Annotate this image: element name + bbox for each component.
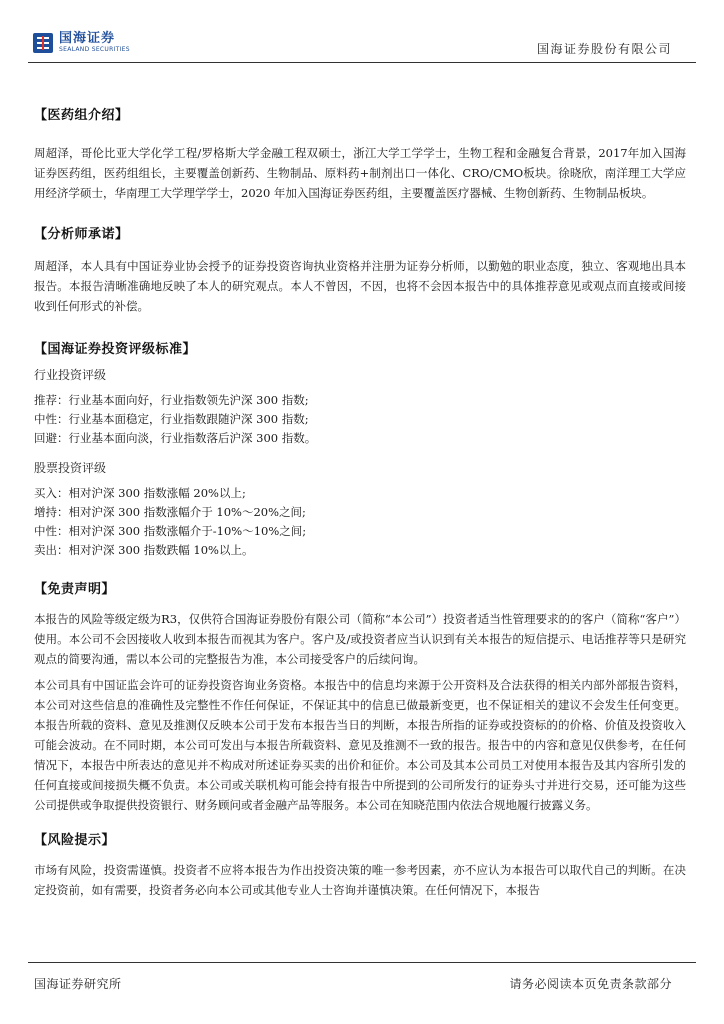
industry-rating-item: 回避：行业基本面向淡，行业指数落后沪深 300 指数。 (34, 431, 317, 445)
section-title-team: 【医药组介绍】 (34, 108, 129, 123)
stock-rating-title: 股票投资评级 (34, 461, 107, 475)
footer-institute: 国海证券研究所 (34, 977, 122, 991)
logo-english-name: SEALAND SECURITIES (59, 46, 130, 53)
stock-rating-item: 增持：相对沪深 300 指数涨幅介于 10%～20%之间; (34, 505, 306, 519)
industry-rating-item: 推荐：行业基本面向好，行业指数领先沪深 300 指数; (34, 393, 309, 407)
section-disclaimer (34, 578, 686, 815)
sealand-logo-icon (32, 32, 54, 54)
stock-rating-item: 卖出：相对沪深 300 指数跌幅 10%以上。 (34, 543, 254, 557)
section-title-commitment: 【分析师承诺】 (34, 227, 129, 242)
stock-rating-item: 买入：相对沪深 300 指数涨幅 20%以上; (34, 486, 246, 500)
report-body (34, 104, 686, 900)
section-title-risk: 【风险提示】 (34, 833, 116, 848)
page-header (0, 0, 724, 64)
industry-rating-title: 行业投资评级 (34, 368, 107, 382)
logo-chinese-name: 国海证券 (59, 31, 116, 46)
company-logo (32, 32, 130, 54)
disclaimer-paragraph: 本公司具有中国证监会许可的证券投资咨询业务资格。本报告中的信息均来源于公开资料及合法获得的相关内部外部报告资料，本公司对这些信息的准确性及完整性不作任何保证，不保证其中的信息已做最新变更，也不保证相关的建议不会发生任何变更。本报告所载的资料、意见及推测仅反映本公司于发布本报告当日的判断，本报告所指的证券或投资标的的价格、价值及投资收入可能会波动。在不同时期，本公司可发出与本报告所载资料、意见及推测不一致的报告。报告中的内容和意见仅供参考，在任何情况下，本报告中所表达的意见并不构成对所述证券买卖的出价和征价。本公司及其本公司员工对使用本报告及其内容所引发的任何直接或间接损失概不负责。本公司或关联机构可能会持有报告中所提到的公司所发行的证券头寸并进行交易，还可能为这些公司提供或争取提供投资银行、财务顾问或者金融产品等服务。本公司在知晓范围内依法合规地履行披露义务。 (34, 678, 686, 812)
header-divider (28, 62, 696, 63)
section-risk (34, 829, 686, 900)
section-title-rating: 【国海证券投资评级标准】 (34, 342, 197, 357)
company-name: 国海证券股份有限公司 (536, 42, 672, 56)
stock-rating-item: 中性：相对沪深 300 指数涨幅介于-10%～10%之间; (34, 524, 307, 538)
industry-rating-item: 中性：行业基本面稳定，行业指数跟随沪深 300 指数; (34, 412, 309, 426)
disclaimer-paragraph: 本报告的风险等级定级为R3，仅供符合国海证券股份有限公司（简称“本公司”）投资者适当性管理要求的的客户（简称“客户”）使用。本公司不会因接收人收到本报告而视其为客户。客户及/或投资者应当认识到有关本报告的短信提示、电话推荐等只是研究观点的简要沟通，需以本公司的完整报告为准，本公司接受客户的后续问询。 (34, 612, 686, 666)
footer-disclaimer-note: 请务必阅读本页免责条款部分 (509, 977, 672, 991)
risk-paragraph: 市场有风险，投资需谨慎。投资者不应将本报告为作出投资决策的唯一参考因素，亦不应认为本报告可以取代自己的判断。在决定投资前，如有需要，投资者务必向本公司或其他专业人士咨询并谨慎决策。在任何情况下，本报告 (34, 863, 686, 897)
section-team (34, 104, 686, 203)
footer-divider (28, 962, 696, 963)
commitment-paragraph: 周超泽，本人具有中国证券业协会授予的证券投资咨询执业资格并注册为证券分析师，以勤勉的职业态度，独立、客观地出具本报告。本报告清晰准确地反映了本人的研究观点。本人不曾因，不因，也将不会因本报告中的具体推荐意见或观点而直接或间接收到任何形式的补偿。 (34, 259, 686, 313)
team-paragraph: 周超泽，哥伦比亚大学化学工程/罗格斯大学金融工程双硕士，浙江大学工学学士，生物工程和金融复合背景，2017年加入国海证券医药组，医药组组长，主要覆盖创新药、生物制品、原料药+制剂出口一体化、CRO/CMO板块。徐晓欣，南洋理工大学应用经济学硕士，华南理工大学理学学士，2020 年加入国海证券医药组，主要覆盖医疗器械、生物创新药、生物制品板块。 (34, 146, 686, 200)
section-rating (34, 338, 686, 560)
section-commitment (34, 223, 686, 316)
section-title-disclaimer: 【免责声明】 (34, 582, 116, 597)
